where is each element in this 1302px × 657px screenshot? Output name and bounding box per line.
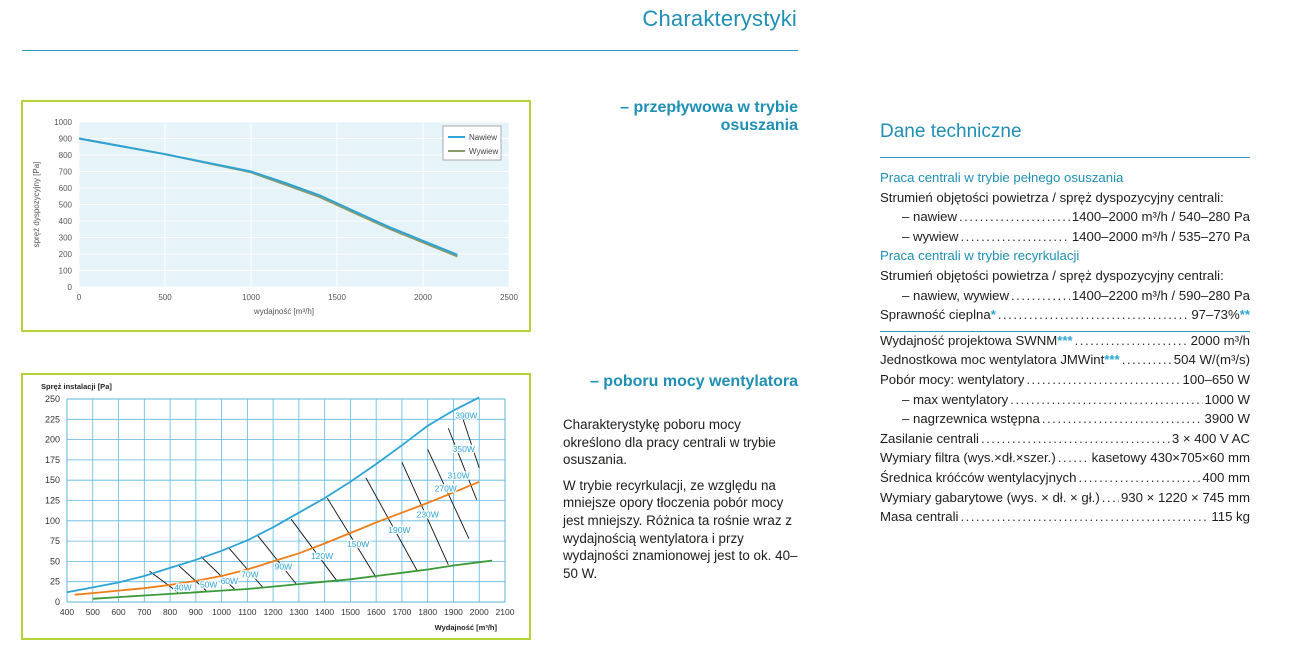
y-axis-label: spręż dyspozycyjny [Pa] [32, 161, 41, 248]
footnote-star: ** [1239, 307, 1250, 323]
y-tick-label: 75 [49, 536, 60, 547]
x-tick-label: 1800 [418, 607, 438, 617]
spec-row [880, 411, 1250, 431]
leader-dots [960, 229, 1069, 244]
y-tick-label: 1000 [54, 118, 72, 127]
y-tick-label: 250 [44, 394, 60, 404]
spec-label: Wymiary gabarytowe (wys. × dł. × gł.) [880, 489, 1100, 505]
spec-label: Strumień objętości powietrza / spręż dyspozycyjny centrali: [880, 189, 1224, 205]
spec-row [880, 352, 1250, 372]
spec-row [880, 450, 1250, 470]
x-tick-label: 1200 [263, 607, 283, 617]
y-tick-label: 125 [44, 495, 60, 506]
y-tick-label: 100 [58, 266, 72, 276]
spec-row [880, 248, 1250, 268]
power-label: 70W [241, 569, 259, 580]
flow-chart [23, 102, 529, 330]
leader-dots [981, 431, 1170, 446]
power-label: 230W [416, 509, 439, 520]
leader-dots [1122, 352, 1172, 367]
x-tick-label: 900 [188, 607, 203, 617]
dane-title: Dane techniczne [880, 121, 1022, 142]
x-tick-label: 1500 [340, 607, 360, 617]
paragraph-2: W trybie recyrkulacji, ze względu na mniejsze opory tłoczenia pobór mocy jest mniejszy. Różnica ta rośnie wraz z wydajnością wentylatora i przy wydajności znamionowej jest to ok. 40–50 W. [563, 477, 798, 581]
spec-row [880, 288, 1250, 308]
y-tick-label: 150 [44, 475, 60, 486]
leader-dots [959, 209, 1070, 224]
dane-rule [880, 157, 1250, 158]
power-chart-frame [21, 373, 531, 640]
power-label: 50W [199, 579, 218, 590]
power-label: 90W [274, 561, 293, 572]
y-tick-label: 200 [44, 434, 60, 445]
spec-row [880, 470, 1250, 490]
y-tick-label: 400 [58, 217, 72, 226]
spec-row [880, 431, 1250, 451]
y-tick-label: 800 [58, 151, 72, 160]
footnote-star: *** [1104, 352, 1120, 368]
section-power-title: – poboru mocy wentylatora [589, 373, 798, 390]
legend-label: Nawiew [469, 133, 498, 142]
spec-label: Praca centrali w trybie pełnego osuszania [880, 170, 1124, 185]
y-tick-label: 200 [58, 250, 72, 259]
leader-dots [1102, 490, 1119, 505]
y-tick-label: 225 [44, 414, 60, 425]
power-label: 120W [310, 550, 334, 561]
spec-value: 3 × 400 V AC [1171, 430, 1250, 446]
spec-label: – max wentylatory [902, 391, 1009, 407]
spec-label: Wydajność projektowa SWNM [880, 332, 1058, 348]
spec-value: 100–650 W [1182, 371, 1250, 387]
leader-dots [960, 509, 1209, 524]
spec-row [880, 190, 1250, 210]
leader-dots [1026, 372, 1180, 387]
power-label: 310W [447, 470, 470, 481]
x-tick-label: 1000 [242, 293, 260, 302]
x-tick-label: 2500 [500, 293, 518, 302]
spec-row [880, 331, 1250, 353]
leader-dots [1010, 392, 1202, 407]
x-tick-label: 400 [59, 607, 75, 617]
leader-dots [1078, 470, 1200, 485]
spec-value: 400 mm [1202, 469, 1250, 485]
spec-label: – nawiew, wywiew [902, 287, 1010, 303]
x-tick-label: 2000 [469, 607, 489, 617]
leader-dots [1011, 288, 1070, 303]
y-tick-label: 300 [58, 233, 72, 243]
x-tick-label: 500 [158, 293, 172, 302]
spec-row [880, 209, 1250, 229]
y-tick-label: 700 [58, 167, 72, 177]
spec-row [880, 490, 1250, 510]
x-tick-label: 2000 [414, 293, 432, 302]
spec-label: Pobór mocy: wentylatory [880, 371, 1025, 387]
x-tick-label: 800 [162, 607, 178, 617]
spec-value: kasetowy 430×705×60 mm [1091, 450, 1250, 466]
y-tick-label: 600 [58, 184, 72, 193]
spec-value: 1400–2000 m³/h / 540–280 Pa [1071, 209, 1250, 225]
leader-dots [1075, 333, 1189, 348]
y-axis-label: Spręż instalacji [Pa] [41, 382, 112, 391]
x-tick-label: 1100 [238, 607, 257, 617]
spec-label: Średnica króćców wentylacyjnych [880, 469, 1077, 485]
spec-label: Strumień objętości powietrza / spręż dyspozycyjny centrali: [880, 267, 1224, 283]
x-tick-label: 1000 [212, 607, 232, 617]
x-tick-label: 1400 [315, 607, 335, 617]
spec-value: 1400–2200 m³/h / 590–280 Pa [1071, 287, 1250, 303]
flow-chart-frame [21, 100, 531, 332]
spec-value: 930 × 1220 × 745 mm [1120, 489, 1250, 505]
description-text [563, 416, 801, 590]
spec-label: Wymiary filtra (wys.×dł.×szer.) [880, 450, 1056, 466]
x-tick-label: 1900 [444, 607, 463, 617]
spec-value: 3900 W [1204, 411, 1250, 427]
x-tick-label: 1500 [328, 293, 346, 302]
title-rule [22, 50, 798, 51]
y-tick-label: 25 [49, 576, 60, 587]
spec-value: 504 W/(m³/s) [1173, 352, 1250, 368]
spec-value: 1000 W [1204, 391, 1250, 407]
y-tick-label: 500 [58, 200, 72, 210]
spec-label: Jednostkowa moc wentylatora JMWint [880, 352, 1105, 368]
footnote-star: * [990, 307, 996, 323]
spec-row [880, 372, 1250, 392]
x-tick-label: 0 [76, 293, 82, 302]
spec-value: 2000 m³/h [1190, 332, 1250, 348]
x-tick-label: 700 [137, 607, 152, 617]
y-tick-label: 0 [54, 597, 60, 607]
spec-table [880, 170, 1250, 529]
spec-label: – wywiew [902, 228, 959, 244]
spec-label: – nawiew [902, 209, 957, 225]
spec-value: 97–73% [1191, 307, 1240, 323]
x-tick-label: 500 [85, 607, 100, 617]
power-chart [23, 375, 529, 638]
y-tick-label: 0 [67, 283, 72, 292]
leader-dots [998, 307, 1189, 322]
x-axis-label: Wydajność [m³/h] [434, 623, 497, 632]
y-tick-label: 50 [49, 556, 60, 567]
x-tick-label: 2100 [495, 607, 515, 617]
power-label: 270W [434, 483, 457, 494]
power-label: 40W [174, 582, 192, 593]
y-tick-label: 900 [58, 134, 72, 144]
section-flow-title: – przepływowa w trybie osuszania [620, 99, 798, 134]
power-label: 190W [388, 524, 411, 535]
page-title: Charakterystyki [642, 6, 797, 31]
spec-row [880, 229, 1250, 249]
power-label: 350W [452, 443, 475, 454]
y-tick-label: 175 [44, 454, 60, 465]
spec-value: 115 kg [1211, 509, 1250, 525]
power-label: 150W [347, 538, 370, 549]
x-tick-label: 1300 [289, 607, 309, 617]
spec-row [880, 268, 1250, 288]
spec-row [880, 509, 1250, 529]
spec-label: – nagrzewnica wstępna [902, 411, 1040, 427]
spec-label: Praca centrali w trybie recyrkulacji [880, 248, 1080, 264]
x-tick-label: 600 [111, 607, 126, 617]
power-label: 390W [455, 410, 478, 421]
spec-value: 1400–2000 m³/h / 535–270 Pa [1071, 228, 1250, 244]
spec-row [880, 170, 1250, 190]
spec-label: Zasilanie centrali [880, 430, 979, 446]
spec-row [880, 307, 1250, 327]
leader-dots [1058, 450, 1090, 465]
footnote-star: *** [1057, 332, 1073, 348]
spec-row [880, 392, 1250, 412]
y-tick-label: 100 [44, 515, 60, 526]
leader-dots [1042, 411, 1203, 426]
x-axis-label: wydajność [m³/h] [253, 307, 315, 316]
x-tick-label: 1700 [392, 607, 412, 617]
spec-label: Masa centrali [880, 509, 959, 525]
spec-label: Sprawność cieplna [880, 307, 991, 323]
legend-label: Wywiew [469, 147, 499, 156]
x-tick-label: 1600 [366, 607, 386, 617]
power-label: 60W [220, 576, 239, 587]
paragraph-1: Charakterystykę poboru mocy określono dla pracy centrali w trybie osuszania. [563, 417, 776, 468]
